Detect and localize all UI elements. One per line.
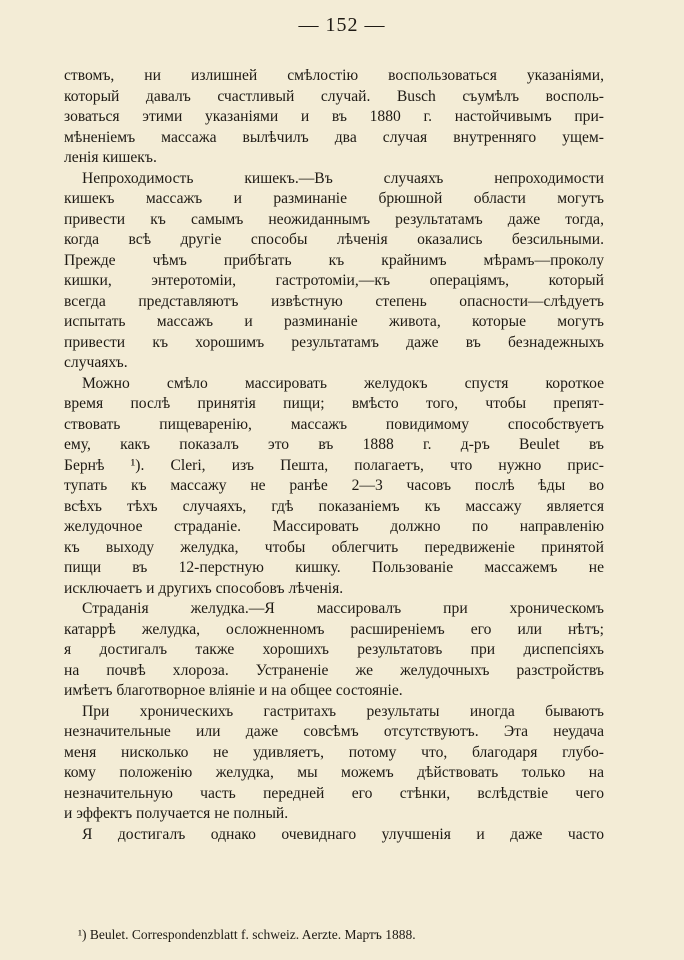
text-line: кишекъ массажъ и разминаніе брюшной области могутъ <box>64 190 604 207</box>
text-line: всѣхъ тѣхъ случаяхъ, гдѣ показаніемъ къ массажу является <box>64 497 604 515</box>
page-number: — 152 — <box>298 14 386 36</box>
text-line: кишки, энтеротоміи, гастротоміи,—къ операціямъ, который <box>64 272 604 289</box>
text-line: случаяхъ. <box>64 354 128 371</box>
text-line: Я достигалъ однако очевиднаго улучшенія и даже часто <box>82 825 604 843</box>
text-line: незначительные или даже совсѣмъ отсутствуютъ. Эта неудача <box>64 723 604 740</box>
text-line: пищи въ 12-перстную кишку. Пользованіе массажемъ не <box>64 559 604 576</box>
text-line: и эффектъ получается не полный. <box>64 805 289 822</box>
text-line: ствовать пищеваренію, массажъ повидимому способствуетъ <box>64 415 604 433</box>
text-line: Бернѣ ¹). Cleri, изъ Пешта, полагаетъ, что нужно прис- <box>64 456 604 474</box>
text-line: имѣетъ благотворное вліяніе и на общее состояніе. <box>64 682 403 699</box>
text-line: мѣненіемъ массажа вылѣчилъ два случая внутренняго ущем- <box>64 128 604 146</box>
text-line: Непроходимость кишекъ.—Въ случаяхъ непроходимости <box>82 169 604 187</box>
text-line: на почвѣ хлороза. Устраненіе же желудочныхъ разстройствъ <box>64 661 604 679</box>
text-line: катаррѣ желудка, осложненномъ расширеніемъ его или нѣтъ; <box>64 620 604 638</box>
text-line: кому положенію желудка, мы можемъ дѣйствовать только на <box>64 764 604 781</box>
text-line: Страданія желудка.—Я массировалъ при хроническомъ <box>82 600 604 617</box>
text-line: привести къ хорошимъ результатамъ даже въ безнадежныхъ <box>64 333 604 351</box>
text-line: къ выходу желудка, чтобы облегчить передвиженіе принятой <box>64 538 604 556</box>
text-line: время послѣ принятія пищи; вмѣсто того, чтобы препят- <box>64 395 604 412</box>
text-line: зоваться этими указаніями и въ 1880 г. настойчивымъ при- <box>64 108 604 125</box>
footnote: ¹) Beulet. Correspondenzblatt f. schweiz. Aerzte. Мартъ 1888. <box>78 927 416 942</box>
text-line: незначительную часть передней его стѣнки, вслѣдствіе чего <box>64 784 604 802</box>
text-line: Можно смѣло массировать желудокъ спустя короткое <box>82 374 604 392</box>
text-line: ленія кишекъ. <box>64 149 157 166</box>
body-text <box>64 66 604 845</box>
text-line: При хроническихъ гастритахъ результаты иногда бываютъ <box>82 702 604 720</box>
text-line: желудочное страданіе. Массировать должно по направленію <box>64 518 604 535</box>
text-line: меня нисколько не удивляетъ, потому что, благодаря глубо- <box>64 743 604 761</box>
text-line: Прежде чѣмъ прибѣгать къ крайнимъ мѣрамъ—проколу <box>64 251 604 269</box>
text-line: привести къ самымъ неожиданнымъ результатамъ даже тогда, <box>64 210 604 228</box>
text-line: ствомъ, ни излишней смѣлостію воспользоваться указаніями, <box>64 67 604 84</box>
text-line: испытать массажъ и разминаніе живота, которые могутъ <box>64 313 604 330</box>
text-line: исключаетъ и другихъ способовъ лѣченія. <box>64 579 344 597</box>
text-line: я достигалъ также хорошихъ результатовъ при диспепсіяхъ <box>64 641 604 658</box>
text-line: который давалъ счастливый случай. Busch съумѣлъ восполь- <box>64 87 604 105</box>
text-line: когда всѣ другіе способы лѣченія оказались безсильными. <box>64 231 604 248</box>
text-line: всегда представляютъ извѣстную степень опасности—слѣдуетъ <box>64 292 604 310</box>
text-line: ему, какъ показалъ это въ 1888 г. д-ръ Beulet въ <box>64 436 604 453</box>
text-line: тупать къ массажу не ранѣе 2—3 часовъ послѣ ѣды во <box>64 477 604 494</box>
